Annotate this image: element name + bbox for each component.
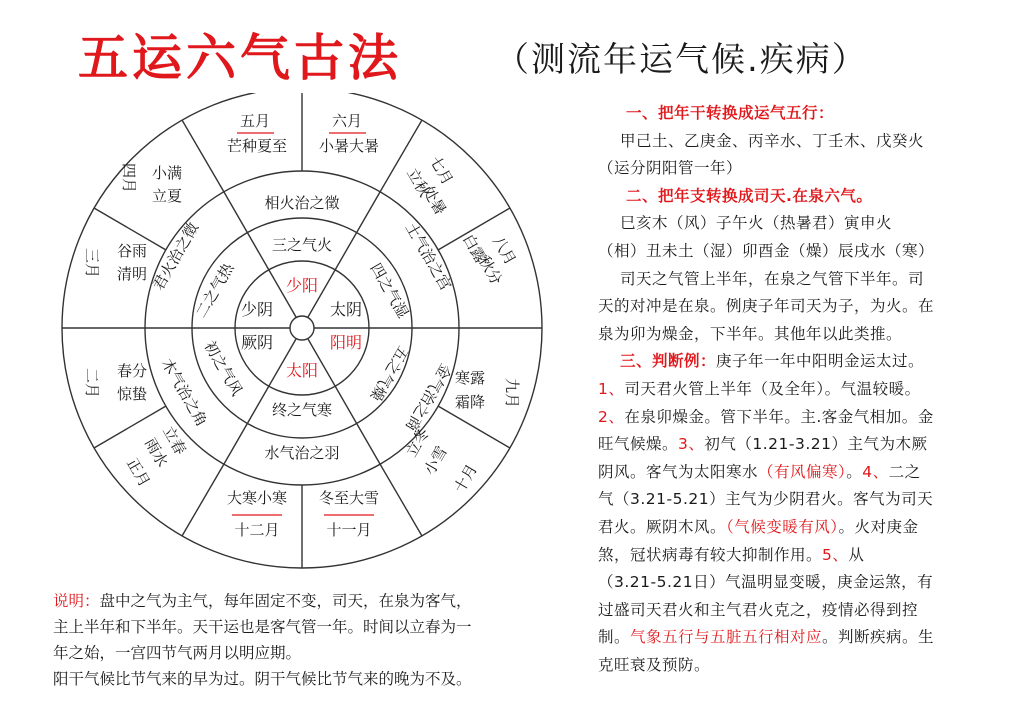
item1-text: 司天君火管上半年（及全年）。气温较暖。 (624, 379, 921, 398)
item3-note: （有风偏寒） (758, 462, 847, 481)
term-lidong: 立冬 (402, 425, 433, 460)
term-lixia: 立夏 (151, 187, 183, 205)
step-4: 四之气湿 (366, 260, 413, 321)
qi-taiyang: 太阳 (285, 361, 319, 380)
item4-line1: 气（3.21-5.21）主气为少阴君火。客气为司天 (598, 490, 934, 509)
term-xiaoshu: 小暑 (318, 137, 350, 155)
step1-line1: 甲己土、乙庚金、丙辛水、丁壬木、戊癸火 (620, 131, 925, 150)
item5-start: 从 (848, 545, 865, 564)
term-bailu: 白露 (459, 231, 490, 266)
item4-line3: 煞，冠状病毒有较大抑制作用。 (598, 545, 823, 564)
item4-num: 4、 (862, 462, 889, 481)
month-11: 十一月 (326, 521, 372, 539)
term-guyu: 谷雨 (116, 242, 148, 260)
term-chunfen: 春分 (116, 362, 148, 380)
item3-text: 初气（1.21-3.21）主气为木厥 (704, 435, 928, 454)
term-xiaoman: 小满 (151, 164, 183, 182)
move-xianghuo: 相火治之徵 (264, 194, 340, 212)
title-bar (0, 8, 1024, 87)
step2-line5: 泉为卯为燥金，下半年。其他年以此类推。 (598, 324, 903, 343)
item5-note: 气象五行与五脏五行相对应 (630, 628, 823, 647)
item3-num: 3、 (678, 435, 705, 454)
month-3: 三月 (83, 247, 101, 279)
move-jin: 金气治之商 (401, 360, 455, 435)
term-hanlu: 寒露 (454, 369, 486, 387)
notes-line4: 阳干气候比节气来的早为过。阴干气候比节气来的晚为不及。 (53, 670, 472, 688)
step2-line4: 天的对冲是在泉。例庚子年司天为子，为火。在 (598, 297, 935, 316)
item4-line2: 君火。厥阴木风。 (598, 517, 727, 536)
wheel-hub (290, 316, 314, 340)
five-movements-wheel (52, 93, 552, 573)
item2-cont: 旺气候燥。 (598, 435, 679, 454)
move-junhuo: 君火治之徵 (149, 219, 203, 294)
item2-text: 在泉卯燥金。管下半年。主.客金气相加。金 (624, 407, 934, 426)
item4-start: 二之 (888, 462, 921, 481)
term-jingzhe: 惊蛰 (116, 385, 148, 403)
item5-line4: 克旺衰及预防。 (598, 655, 711, 674)
item5-line1: （3.21-5.21日）气温明显变暖，庚金运煞，有 (598, 573, 934, 592)
term-liqiu: 立秋 (403, 165, 434, 200)
term-dahan: 大寒 (226, 489, 258, 507)
qi-taiyin: 太阴 (329, 300, 363, 319)
item2-num: 2、 (598, 407, 625, 426)
notes-line2: 主上半年和下半年。天干运也是客气管一年。时间以立春为一 (53, 618, 472, 636)
item5-num: 5、 (822, 545, 849, 564)
step-3: 三之气火 (271, 236, 333, 254)
month-9: 九月 (503, 377, 521, 409)
move-shui: 水气治之羽 (264, 444, 340, 462)
term-dashu: 大暑 (348, 137, 380, 155)
term-daxue: 大雪 (348, 489, 380, 507)
notes-line1: 盘中之气为主气，每年固定不变，司天，在泉为客气， (99, 592, 472, 610)
term-mangzhong: 芒种 (226, 137, 258, 155)
step1-heading: 一、把年干转换成运气五行： (626, 104, 835, 122)
month-1: 正月 (123, 455, 154, 490)
step-final: 终之气寒 (271, 401, 333, 419)
item4-end: 。火对庚金 (838, 517, 919, 536)
month-4: 四月 (120, 162, 138, 194)
notes-label: 说明： (53, 592, 100, 610)
month-6: 六月 (331, 112, 363, 130)
step-1: 初之气风 (200, 338, 247, 399)
item1-num: 1、 (598, 379, 625, 398)
month-7: 七月 (426, 153, 457, 188)
month-5: 五月 (239, 112, 271, 130)
explanation-panel (598, 100, 990, 679)
step2-heading: 二、把年支转换成司天.在泉六气。 (626, 186, 873, 205)
step2-line2: （相）丑未土（湿）卯酉金（燥）辰戌水（寒） (598, 241, 935, 260)
item3-end: 。 (846, 462, 863, 481)
item5-line3: 制。 (598, 628, 631, 647)
term-dongzhi: 冬至 (318, 489, 350, 507)
term-qiufen: 秋分 (475, 253, 506, 288)
term-xiazhi: 夏至 (256, 137, 288, 155)
item5-line2: 过盛司天君火和主气君火克之，疫情必得到控 (598, 600, 919, 619)
step2-line1: 巳亥木（风）子午火（热暑君）寅申火 (620, 214, 893, 233)
term-yushui: 雨水 (141, 435, 172, 470)
month-12: 十二月 (234, 521, 280, 539)
qi-yangming: 阳明 (329, 333, 363, 352)
item4-note: （气候变暖有风） (726, 517, 839, 536)
step3-heading: 三、判断例： (620, 352, 717, 371)
step3-text: 庚子年一年中阳明金运太过。 (716, 352, 925, 371)
notes-block (53, 588, 573, 692)
term-qingming: 清明 (116, 265, 148, 283)
term-shuangjiang: 霜降 (454, 393, 486, 411)
term-xiaohan: 小寒 (256, 489, 288, 507)
month-10: 十月 (450, 461, 481, 496)
qi-shaoyin: 少阴 (240, 300, 274, 319)
month-2: 二月 (83, 367, 101, 399)
term-xiaoxue: 小雪 (420, 443, 451, 478)
month-8: 八月 (489, 233, 520, 268)
step-5: 五之气燥 (366, 343, 413, 404)
move-mu: 木气治之角 (157, 355, 211, 430)
qi-shaoyang: 少阳 (285, 276, 319, 295)
notes-line3: 年之始，一宫四节气两月以明应期。 (53, 644, 302, 662)
item3-cont: 阴风。客气为太阳寒水 (598, 462, 759, 481)
term-chushu: 处暑 (419, 183, 450, 218)
step2-line3: 司天之气管上半年，在泉之气管下半年。司 (620, 269, 925, 288)
subtitle: （测流年运气候.疾病） (495, 40, 868, 80)
step-2: 二之气热 (191, 260, 238, 321)
term-lichun: 立春 (159, 423, 190, 458)
step1-line2: （运分阴阳管一年） (598, 159, 743, 178)
main-title: 五运六气古法 (78, 29, 402, 87)
item5-end: 。判断疾病。生 (822, 628, 935, 647)
move-tu: 土气治之宫 (401, 219, 455, 294)
qi-jueyin: 厥阴 (240, 333, 274, 352)
